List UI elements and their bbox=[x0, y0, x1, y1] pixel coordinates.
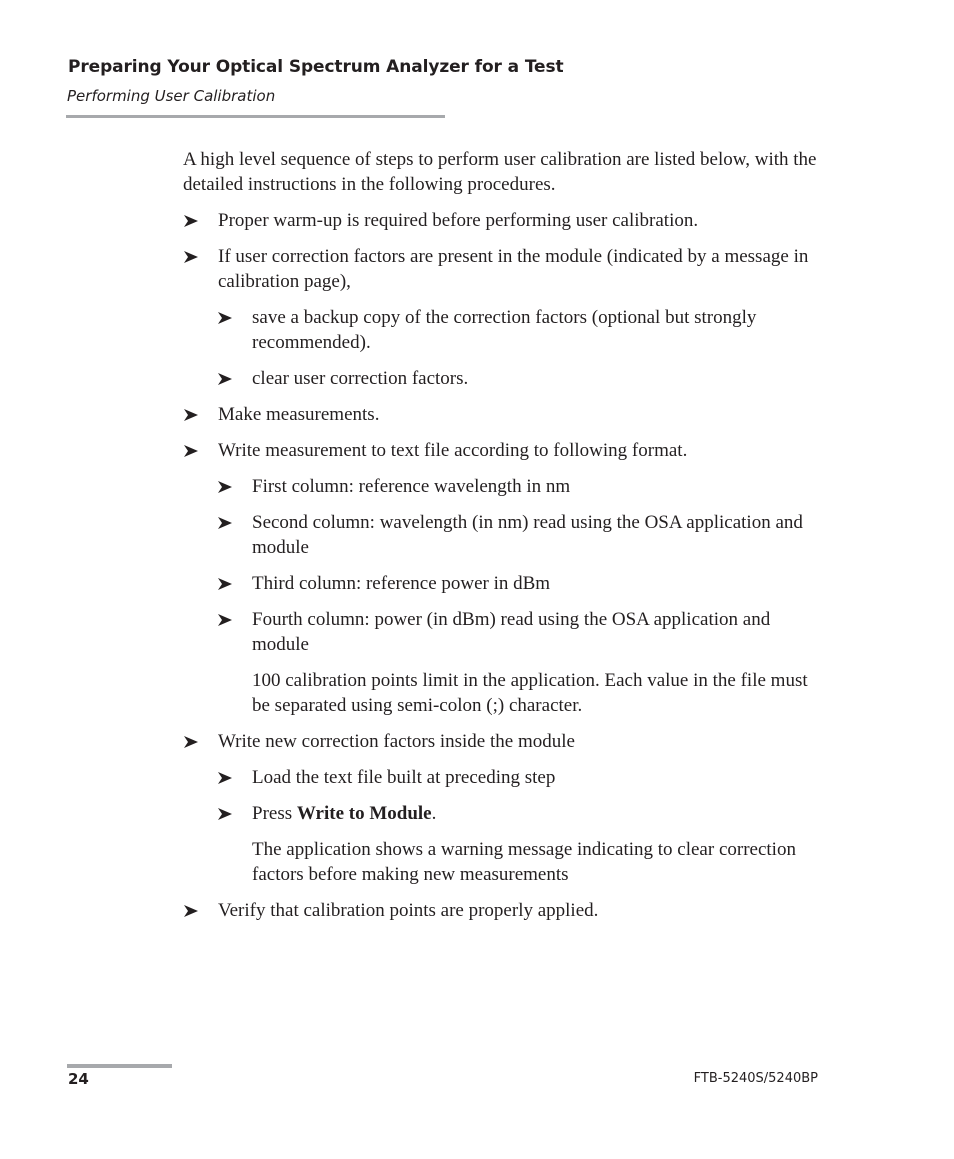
sub-list-item bbox=[217, 765, 823, 790]
step-text: If user correction factors are present in the module (indicated by a message in calibration page), bbox=[218, 246, 809, 292]
list-item bbox=[183, 898, 823, 923]
arrowhead-bullet-icon bbox=[217, 576, 233, 592]
arrowhead-bullet-icon bbox=[217, 770, 233, 786]
sub-list-item bbox=[217, 366, 823, 391]
arrowhead-bullet-icon bbox=[183, 407, 199, 423]
step-text: Verify that calibration points are properly applied. bbox=[218, 900, 599, 921]
arrowhead-bullet-icon bbox=[183, 734, 199, 750]
arrowhead-bullet-icon bbox=[217, 806, 233, 822]
list-item bbox=[183, 729, 823, 754]
arrowhead-bullet-icon bbox=[183, 249, 199, 265]
note-paragraph: The application shows a warning message indicating to clear correction factors before making new measurements bbox=[252, 839, 796, 885]
note-paragraph: 100 calibration points limit in the application. Each value in the file must be separated using semi-colon (;) character. bbox=[252, 670, 808, 716]
footer-rule bbox=[67, 1064, 172, 1068]
step-text: Proper warm-up is required before performing user calibration. bbox=[218, 210, 699, 231]
footer-model: FTB-5240S/5240BP bbox=[693, 1071, 818, 1086]
substep-text-prefix: Press bbox=[252, 803, 297, 824]
arrowhead-bullet-icon bbox=[217, 515, 233, 531]
step-text: Write measurement to text file according to following format. bbox=[218, 440, 688, 461]
substep-text: Second column: wavelength (in nm) read using the OSA application and module bbox=[252, 512, 803, 558]
substep-text-suffix: . bbox=[431, 803, 437, 824]
list-item bbox=[183, 438, 823, 463]
page-body bbox=[183, 147, 823, 934]
step-text: Make measurements. bbox=[218, 404, 380, 425]
arrowhead-bullet-icon bbox=[217, 310, 233, 326]
arrowhead-bullet-icon bbox=[217, 479, 233, 495]
substep-text: Load the text file built at preceding step bbox=[252, 767, 556, 788]
list-item bbox=[183, 402, 823, 427]
page-number: 24 bbox=[68, 1070, 89, 1088]
substep-text: First column: reference wavelength in nm bbox=[252, 476, 571, 497]
substep-text: save a backup copy of the correction factors (optional but strongly recommended). bbox=[252, 307, 757, 353]
arrowhead-bullet-icon bbox=[217, 371, 233, 387]
intro-paragraph: A high level sequence of steps to perform user calibration are listed below, with the detailed instructions in the following procedures. bbox=[183, 149, 817, 195]
sub-list-item bbox=[217, 474, 823, 499]
list-item bbox=[183, 208, 823, 233]
sub-list-item bbox=[217, 801, 823, 826]
sub-list-item bbox=[217, 510, 823, 560]
list-item bbox=[183, 244, 823, 294]
step-text: Write new correction factors inside the module bbox=[218, 731, 575, 752]
substep-text bbox=[252, 803, 436, 824]
substep-text: Third column: reference power in dBm bbox=[252, 573, 551, 594]
substep-text: clear user correction factors. bbox=[252, 368, 469, 389]
sub-list-item bbox=[217, 305, 823, 355]
arrowhead-bullet-icon bbox=[217, 612, 233, 628]
sub-list-item bbox=[217, 571, 823, 596]
header-rule bbox=[66, 115, 445, 118]
arrowhead-bullet-icon bbox=[183, 903, 199, 919]
header-subtitle: Performing User Calibration bbox=[67, 87, 276, 105]
write-to-module-label: Write to Module bbox=[296, 803, 432, 824]
arrowhead-bullet-icon bbox=[183, 213, 199, 229]
substep-text: Fourth column: power (in dBm) read using the OSA application and module bbox=[252, 609, 771, 655]
arrowhead-bullet-icon bbox=[183, 443, 199, 459]
header-title: Preparing Your Optical Spectrum Analyzer for a Test bbox=[68, 57, 564, 77]
sub-list-item bbox=[217, 607, 823, 657]
